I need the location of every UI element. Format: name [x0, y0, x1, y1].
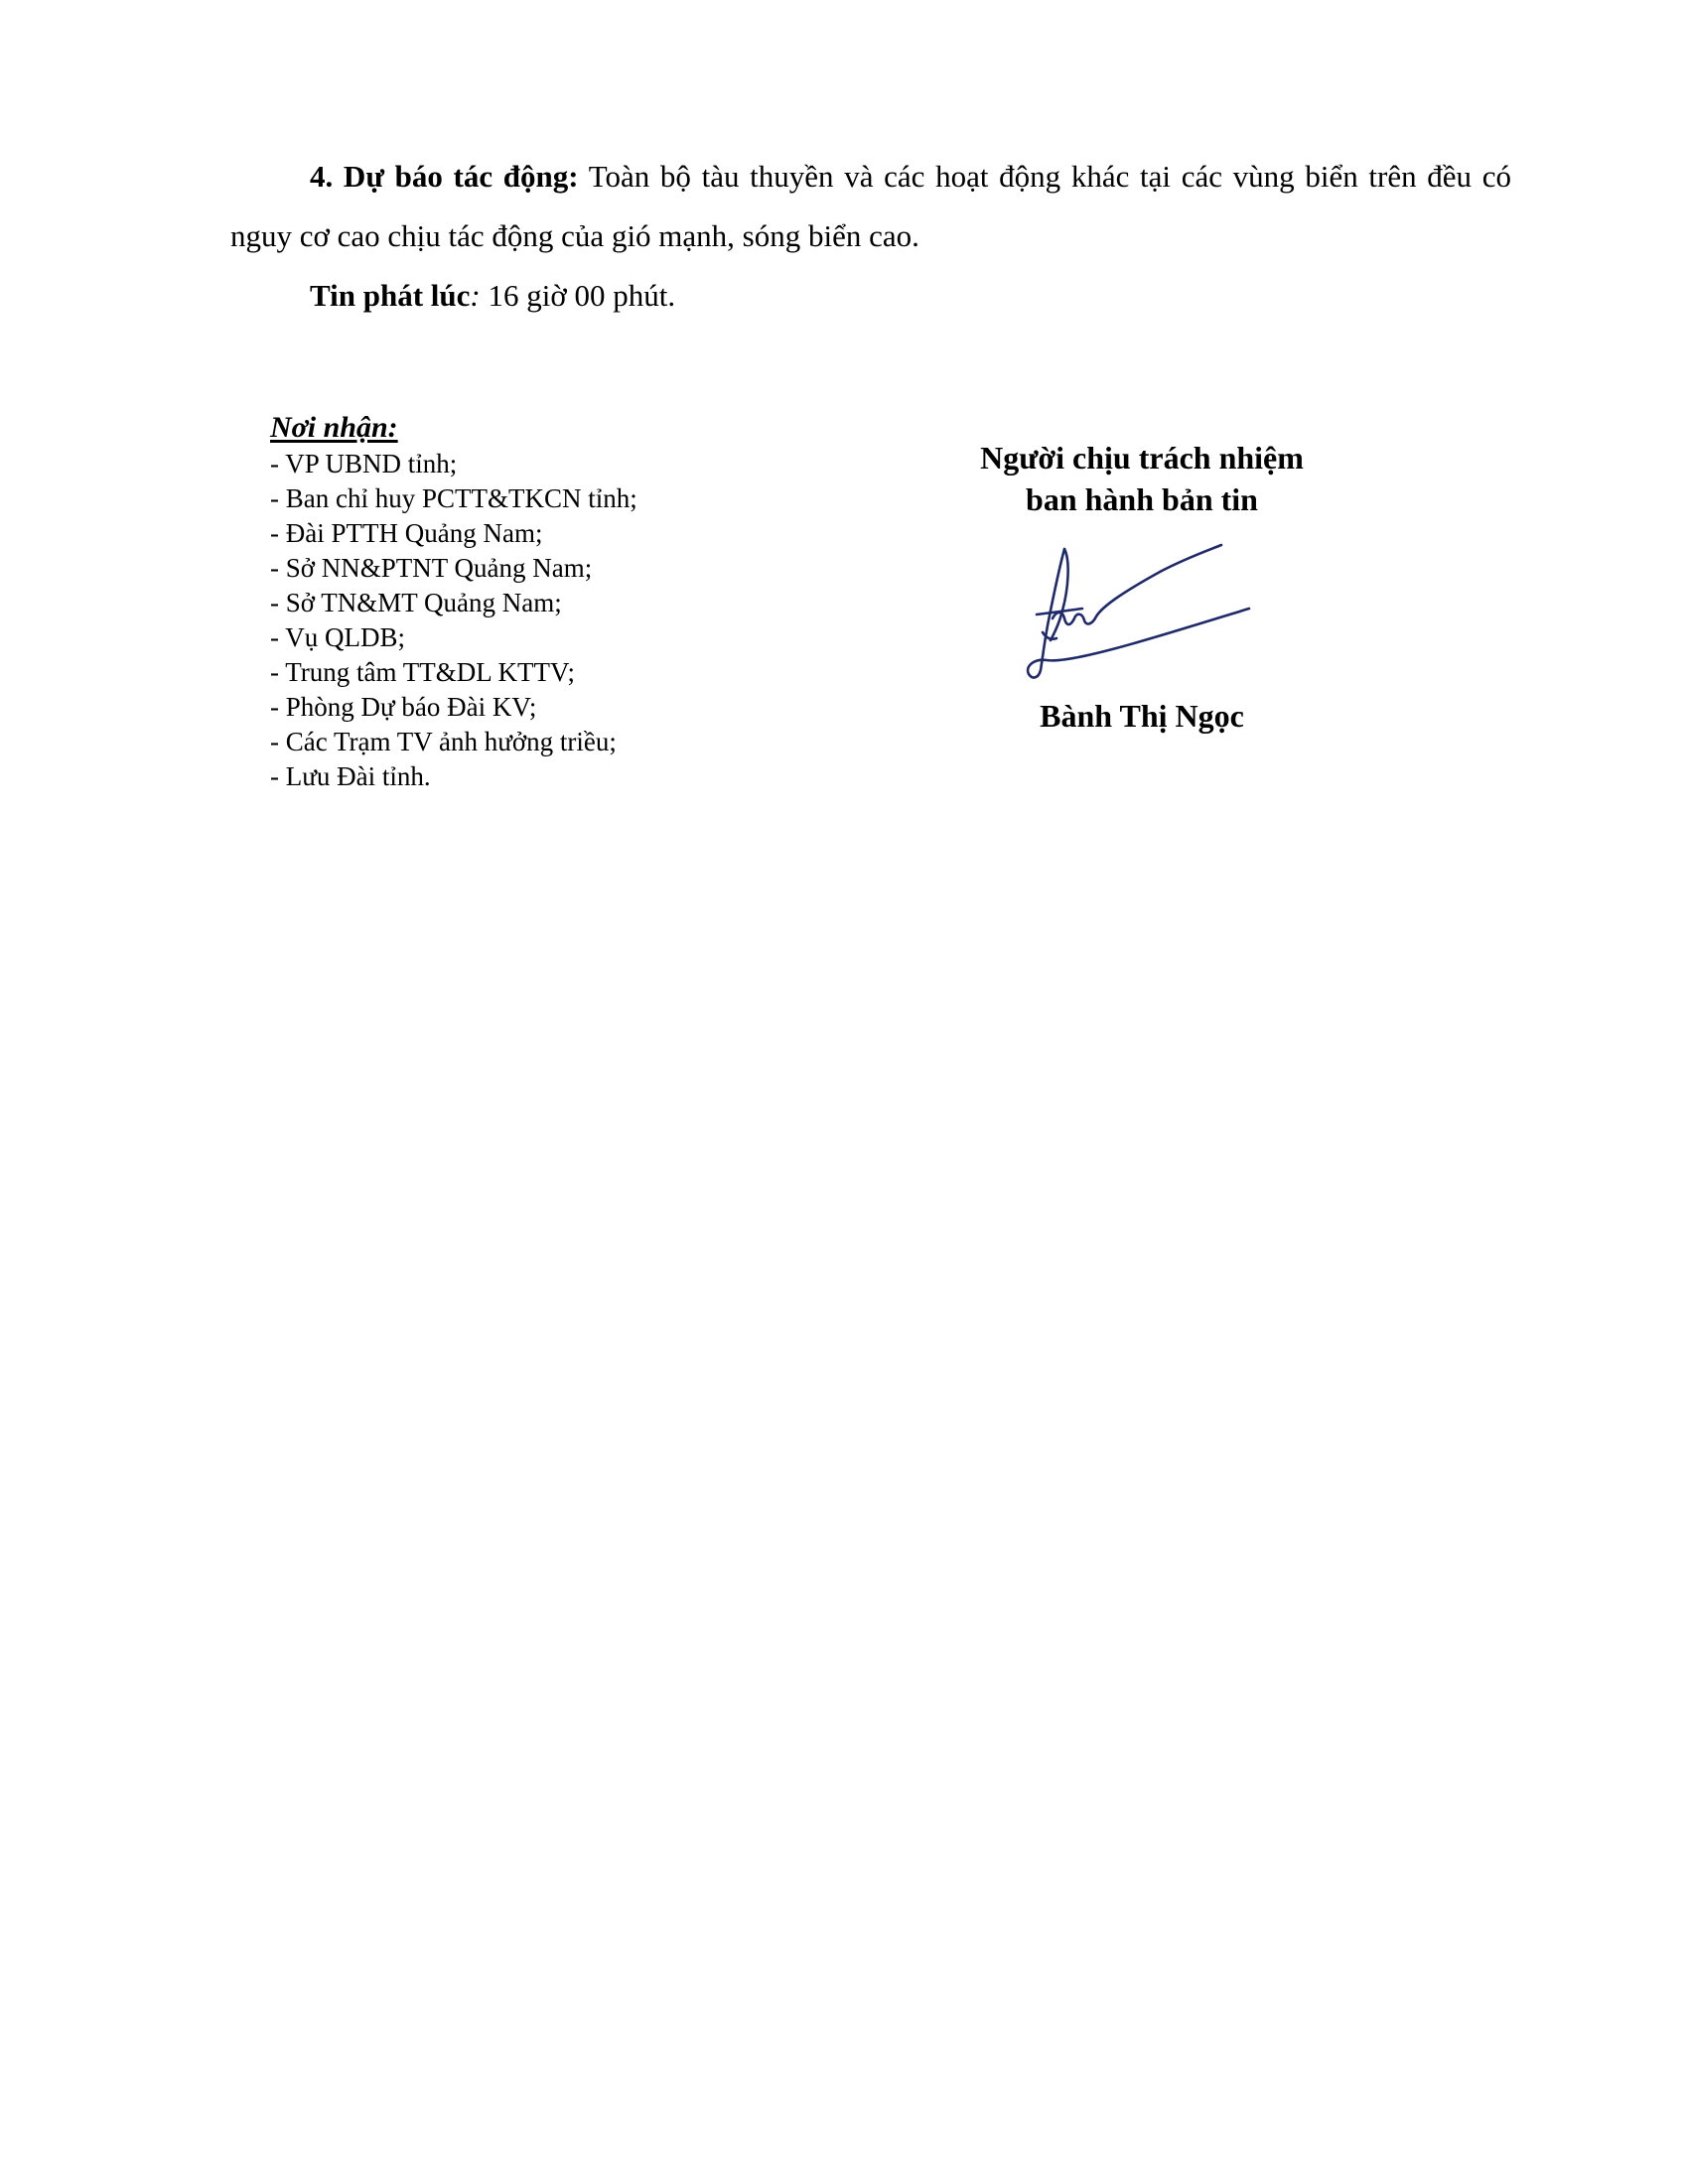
signer-title-line2: ban hành bản tin	[1026, 481, 1258, 517]
recipient-item: - Ban chỉ huy PCTT&TKCN tỉnh;	[270, 483, 637, 513]
impact-forecast-label: 4. Dự báo tác động:	[310, 159, 579, 194]
issued-time-paragraph	[230, 266, 1511, 326]
recipients-block	[270, 409, 826, 794]
signer-name: Bành Thị Ngọc	[1040, 698, 1244, 734]
recipient-item: - Phòng Dự báo Đài KV;	[270, 692, 537, 722]
issued-time-colon: :	[470, 278, 481, 313]
signer-title-line1: Người chịu trách nhiệm	[980, 440, 1304, 476]
signer-title-block	[914, 437, 1370, 520]
impact-forecast-text: Toàn bộ tàu thuyền và các hoạt động khác tại các vùng biển trên đều có nguy cơ cao chịu tác động của gió mạnh, sóng biển cao.	[230, 159, 1511, 253]
recipient-item: - Đài PTTH Quảng Nam;	[270, 518, 543, 548]
issued-time-label: Tin phát lúc	[310, 278, 471, 313]
recipient-item: - Vụ QLDB;	[270, 622, 406, 652]
recipient-item: - Trung tâm TT&DL KTTV;	[270, 657, 575, 687]
recipient-item: - VP UBND tỉnh;	[270, 449, 458, 478]
recipient-item: - Lưu Đài tỉnh.	[270, 761, 431, 791]
recipient-item: - Sở NN&PTNT Quảng Nam;	[270, 553, 593, 583]
recipients-list	[270, 447, 826, 794]
recipient-item: - Các Trạm TV ảnh hưởng triều;	[270, 727, 617, 756]
impact-forecast-paragraph	[230, 147, 1511, 266]
issued-time-value: 16 giờ 00 phút.	[480, 278, 676, 313]
recipients-title: Nơi nhận:	[270, 411, 398, 444]
recipient-item: - Sở TN&MT Quảng Nam;	[270, 588, 562, 617]
handwritten-signature	[1013, 541, 1271, 685]
